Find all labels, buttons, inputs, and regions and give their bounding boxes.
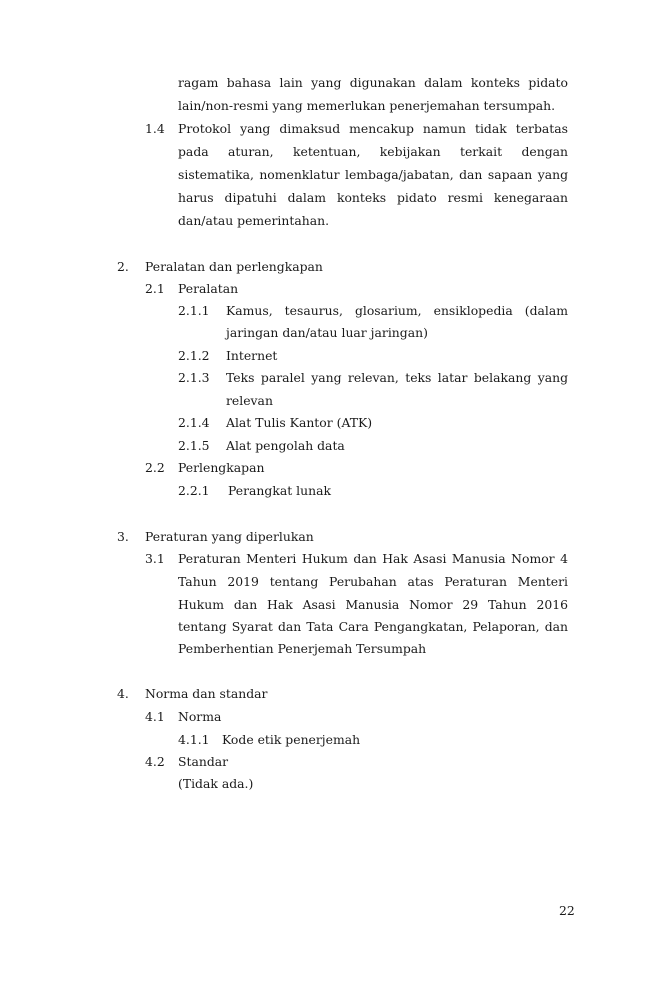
item-line: Teks paralel yang relevan, teks latar belakang yang	[226, 370, 568, 385]
item-line: Internet	[226, 348, 278, 363]
subsection-title: Perlengkapan	[178, 460, 265, 475]
paragraph-line: Hukum dan Hak Asasi Manusia Nomor 29 Tahun 2016	[178, 597, 568, 612]
paragraph-line: ragam bahasa lain yang digunakan dalam konteks pidato	[178, 75, 568, 90]
paragraph-line: dan/atau pemerintahan.	[178, 213, 330, 228]
subsection-title: Standar	[178, 754, 229, 769]
item-number: 2.2.1	[178, 483, 210, 498]
paragraph-line: Tahun 2019 tentang Perubahan atas Peraturan Menteri	[178, 574, 568, 589]
paragraph-line: pada aturan, ketentuan, kebijakan terkait dengan	[178, 144, 568, 159]
page-number: 22	[559, 903, 575, 918]
item-line: Kode etik penerjemah	[222, 732, 361, 747]
section-title: Peralatan dan perlengkapan	[145, 259, 323, 274]
item-line: relevan	[226, 393, 273, 408]
paragraph-line: Protokol yang dimaksud mencakup namun tidak terbatas	[178, 121, 568, 136]
item-line: Alat Tulis Kantor (ATK)	[226, 415, 373, 430]
item-number: 2.1.2	[178, 348, 210, 363]
subsection-number: 4.2	[145, 754, 165, 769]
item-number: 4.1.1	[178, 732, 210, 747]
subsection-number: 3.1	[145, 551, 165, 566]
item-number: 2.1.1	[178, 303, 210, 318]
item-line: jaringan dan/atau luar jaringan)	[226, 325, 428, 340]
section-title: Norma dan standar	[145, 686, 268, 701]
paragraph-line: lain/non-resmi yang memerlukan penerjemahan tersumpah.	[178, 98, 556, 113]
subsection-number: 2.1	[145, 281, 165, 296]
subsection-number: 2.2	[145, 460, 165, 475]
item-number: 2.1.4	[178, 415, 210, 430]
section-number: 2.	[117, 259, 129, 274]
item-line: Kamus, tesaurus, glosarium, ensiklopedia (dalam	[226, 303, 568, 318]
item-line: Perangkat lunak	[228, 483, 331, 498]
section-title: Peraturan yang diperlukan	[145, 529, 314, 544]
paragraph-line: Peraturan Menteri Hukum dan Hak Asasi Manusia Nomor 4	[178, 551, 568, 566]
paragraph-line: Pemberhentian Penerjemah Tersumpah	[178, 641, 427, 656]
subsection-title: Peralatan	[178, 281, 239, 296]
item-number: 2.1.3	[178, 370, 210, 385]
note: (Tidak ada.)	[178, 776, 254, 791]
item-number: 2.1.5	[178, 438, 210, 453]
paragraph-line: sistematika, nomenklatur lembaga/jabatan, dan sapaan yang	[178, 167, 568, 182]
paragraph-line: tentang Syarat dan Tata Cara Pengangkatan, Pelaporan, dan	[178, 619, 568, 634]
item-line: Alat pengolah data	[226, 438, 345, 453]
subsection-number: 4.1	[145, 709, 165, 724]
item-number: 1.4	[145, 121, 165, 136]
paragraph-line: harus dipatuhi dalam konteks pidato resmi kenegaraan	[178, 190, 568, 205]
section-number: 4.	[117, 686, 129, 701]
subsection-title: Norma	[178, 709, 222, 724]
section-number: 3.	[117, 529, 129, 544]
